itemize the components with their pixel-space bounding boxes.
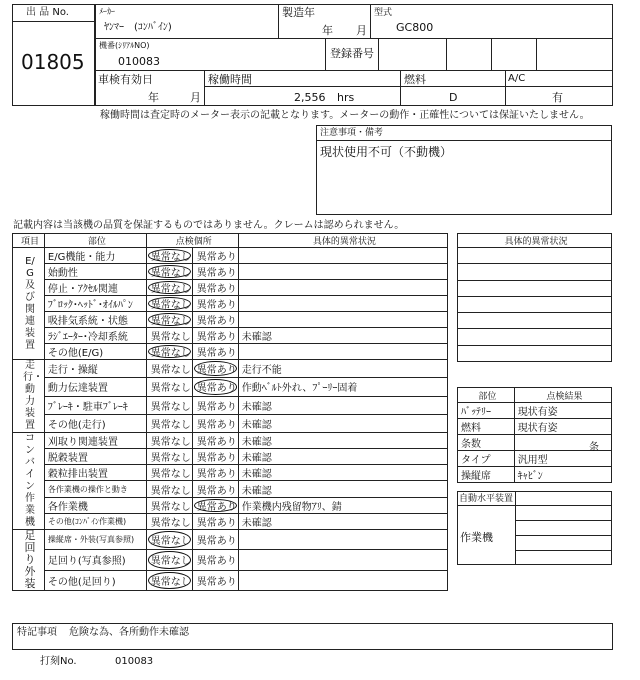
table-row xyxy=(13,513,448,529)
detail-cell: 未確認 xyxy=(238,396,447,414)
stamp-value: 010083 xyxy=(115,656,154,667)
results-unit: 条 xyxy=(589,442,599,453)
month-unit: 月 xyxy=(356,24,367,37)
part-name: ﾌﾞﾚｰｷ・駐車ﾌﾞﾚｰｷ xyxy=(44,396,146,414)
option-none-label: 異常なし xyxy=(150,401,191,413)
remarks-box xyxy=(316,125,612,215)
option-none-label: 異常なし xyxy=(150,332,191,343)
part-name: 脱穀装置 xyxy=(44,449,146,465)
option-found-cell[interactable] xyxy=(192,280,238,296)
model-value: GC800 xyxy=(396,21,434,34)
option-none-cell[interactable] xyxy=(146,378,192,396)
option-none-cell[interactable] xyxy=(146,312,192,328)
option-found-cell[interactable] xyxy=(192,449,238,465)
work-machine-label: 作業機 xyxy=(460,531,493,544)
results-value xyxy=(514,451,611,467)
results-row xyxy=(458,435,612,451)
option-found-cell[interactable] xyxy=(192,344,238,360)
option-found-cell[interactable] xyxy=(192,312,238,328)
option-found-label: 異常あり xyxy=(196,332,237,343)
part-name: ﾌﾞﾛｯｸ･ﾍｯﾄﾞ･ｵｲﾙﾊﾟﾝ xyxy=(44,296,146,312)
header-check: 点検個所 xyxy=(146,234,238,248)
category-label: 足回り外装 xyxy=(24,529,36,590)
registration-label: 登録番号 xyxy=(330,47,374,60)
part-name: その他(足回り) xyxy=(44,570,146,590)
stamp-label: 打刻No. xyxy=(40,656,77,667)
detail-cell: 走行不能 xyxy=(238,360,447,378)
option-found-label: 異常あり xyxy=(196,453,237,465)
part-name: 吸排気系統・状態 xyxy=(44,312,146,328)
option-found-label: 異常あり xyxy=(196,300,237,311)
hours-label: 稼働時間 xyxy=(208,73,252,86)
table-row xyxy=(13,248,448,264)
results-value-text: 現状有姿 xyxy=(517,407,558,418)
table-row xyxy=(13,433,448,449)
results-value-text: 汎用型 xyxy=(517,455,548,466)
option-none-label: 異常なし xyxy=(150,348,191,359)
option-none-label: 異常なし xyxy=(150,252,191,263)
part-name: 足回り(写真参照) xyxy=(44,550,146,570)
option-none-cell[interactable] xyxy=(146,513,192,529)
table-row xyxy=(13,312,448,328)
blank-cell xyxy=(458,296,612,312)
results-part: ﾊﾞｯﾃﾘｰ xyxy=(458,403,515,419)
results-part: 条数 xyxy=(458,435,515,451)
lot-no-label: 出 品 No. xyxy=(26,7,69,18)
option-none-cell[interactable] xyxy=(146,433,192,449)
option-found-cell[interactable] xyxy=(192,570,238,590)
remarks-label: 注意事項・備考 xyxy=(320,128,384,138)
results-part: 操縦席 xyxy=(458,467,515,483)
table-row xyxy=(13,378,448,396)
part-name: 走行・操縦 xyxy=(44,360,146,378)
option-found-cell[interactable] xyxy=(192,396,238,414)
detail-cell: 未確認 xyxy=(238,433,447,449)
part-name: 動力伝達装置 xyxy=(44,378,146,396)
detail-cell xyxy=(238,280,447,296)
serial-value: 010083 xyxy=(118,55,160,68)
blank-row xyxy=(458,296,612,312)
results-value xyxy=(514,419,611,435)
option-none-cell[interactable] xyxy=(146,530,192,550)
table-row xyxy=(13,570,448,590)
part-name: ﾗｼﾞｴｰﾀｰ･冷却系統 xyxy=(44,328,146,344)
right-results-table xyxy=(457,387,612,483)
maker-label: ﾒｰｶｰ xyxy=(99,7,115,16)
option-found-cell[interactable] xyxy=(192,481,238,497)
remarks-value: 現状使用不可（不動機） xyxy=(320,145,453,159)
option-none-label: 異常なし xyxy=(150,485,191,497)
option-none-cell[interactable] xyxy=(146,328,192,344)
option-none-cell[interactable] xyxy=(146,280,192,296)
special-notes-label: 特記事項 xyxy=(17,627,57,638)
option-found-cell[interactable] xyxy=(192,465,238,481)
auto-level-label: 自動水平装置 xyxy=(459,494,514,504)
right-detail-header: 具体的異常状況 xyxy=(458,234,612,248)
category-cell xyxy=(13,360,45,433)
option-none-cell[interactable] xyxy=(146,296,192,312)
option-none-label: 異常なし xyxy=(150,383,191,395)
part-name: その他(ｺﾝﾊﾞｲﾝ作業機) xyxy=(44,513,146,529)
ac-label: A/C xyxy=(508,73,526,84)
table-row xyxy=(13,280,448,296)
category-label: コンバイン作業機 xyxy=(24,433,35,528)
results-header-part: 部位 xyxy=(458,388,515,403)
part-name: 停止・ｱｸｾﾙ関連 xyxy=(44,280,146,296)
selection-circle xyxy=(194,379,237,394)
category-cell xyxy=(13,248,45,360)
results-header-result: 点検結果 xyxy=(514,388,611,403)
blank-row xyxy=(458,264,612,280)
option-none-label: 異常なし xyxy=(150,536,191,548)
blank-row xyxy=(458,248,612,264)
option-none-label: 異常なし xyxy=(150,419,191,431)
option-none-label: 異常なし xyxy=(150,365,191,377)
option-found-label: 異常あり xyxy=(196,348,237,359)
year-unit: 年 xyxy=(322,24,333,37)
option-none-label: 異常なし xyxy=(150,556,191,568)
inspection-year-unit: 年 xyxy=(148,91,159,104)
option-found-label: 異常あり xyxy=(196,419,237,431)
option-none-label: 異常なし xyxy=(150,437,191,449)
fuel-value: D xyxy=(449,91,458,104)
detail-cell: 未確認 xyxy=(238,328,447,344)
detail-cell: 未確認 xyxy=(238,513,447,529)
option-none-cell[interactable] xyxy=(146,414,192,432)
category-label: 走行・動力装置 xyxy=(22,360,43,431)
option-none-cell[interactable] xyxy=(146,396,192,414)
part-name: 各作業機 xyxy=(44,497,146,513)
part-name: その他(走行) xyxy=(44,414,146,432)
option-found-label: 異常あり xyxy=(196,383,237,395)
part-name: E/G機能・能力 xyxy=(44,248,146,264)
table-row xyxy=(13,497,448,513)
option-none-label: 異常なし xyxy=(150,316,191,327)
detail-cell: 未確認 xyxy=(238,449,447,465)
header-part: 部位 xyxy=(44,234,146,248)
option-found-label: 異常あり xyxy=(196,469,237,481)
option-none-cell[interactable] xyxy=(146,570,192,590)
option-found-cell[interactable] xyxy=(192,296,238,312)
option-found-cell[interactable] xyxy=(192,264,238,280)
table-row xyxy=(13,449,448,465)
inspection-month-unit: 月 xyxy=(190,91,201,104)
option-found-label: 異常あり xyxy=(196,268,237,279)
detail-cell xyxy=(238,264,447,280)
option-none-cell[interactable] xyxy=(146,481,192,497)
part-name: その他(E/G) xyxy=(44,344,146,360)
selection-circle xyxy=(148,345,191,358)
detail-cell: 未確認 xyxy=(238,481,447,497)
table-row xyxy=(13,360,448,378)
lot-number: 01805 xyxy=(21,50,85,74)
option-found-label: 異常あり xyxy=(196,252,237,263)
results-value-text: ｷｬﾋﾞﾝ xyxy=(517,471,543,482)
selection-circle xyxy=(148,313,191,326)
option-found-cell[interactable] xyxy=(192,550,238,570)
part-name: 各作業機の操作と動き xyxy=(44,481,146,497)
selection-circle xyxy=(148,249,191,262)
option-none-label: 異常なし xyxy=(150,517,191,529)
blank-cell xyxy=(458,345,612,361)
maker-value: ﾔﾝﾏｰ (ｺﾝﾊﾞｲﾝ) xyxy=(104,22,172,33)
table-row xyxy=(13,414,448,432)
detail-cell xyxy=(238,344,447,360)
results-value xyxy=(514,435,611,451)
results-value xyxy=(514,467,611,483)
table-row xyxy=(13,264,448,280)
option-none-cell[interactable] xyxy=(146,465,192,481)
option-none-label: 異常なし xyxy=(150,284,191,295)
ac-value: 有 xyxy=(552,91,563,104)
inspection-label: 車検有効日 xyxy=(98,73,153,86)
results-row xyxy=(458,451,612,467)
table-row xyxy=(13,530,448,550)
blank-cell xyxy=(458,329,612,345)
selection-circle xyxy=(194,499,237,512)
inspection-table xyxy=(12,233,448,591)
selection-circle xyxy=(148,551,191,568)
detail-cell xyxy=(238,248,447,264)
option-found-cell[interactable] xyxy=(192,248,238,264)
option-none-cell[interactable] xyxy=(146,497,192,513)
category-cell xyxy=(13,433,45,530)
option-found-label: 異常あり xyxy=(196,501,237,513)
table-row xyxy=(13,296,448,312)
option-found-cell[interactable] xyxy=(192,497,238,513)
part-name: 穀粒排出装置 xyxy=(44,465,146,481)
table-row xyxy=(13,328,448,344)
detail-cell xyxy=(238,550,447,570)
option-none-cell[interactable] xyxy=(146,550,192,570)
results-value xyxy=(514,403,611,419)
part-name: 刈取り関連装置 xyxy=(44,433,146,449)
selection-circle xyxy=(148,572,191,589)
disclaimer: 記載内容は当該機の品質を保証するものではありません。クレームは認められません。 xyxy=(13,220,405,231)
table-row xyxy=(13,550,448,570)
option-none-label: 異常なし xyxy=(150,501,191,513)
option-found-cell[interactable] xyxy=(192,414,238,432)
selection-circle xyxy=(194,361,237,376)
results-part: タイプ xyxy=(458,451,515,467)
option-found-cell[interactable] xyxy=(192,513,238,529)
blank-cell xyxy=(458,248,612,264)
fuel-label: 燃料 xyxy=(404,73,426,86)
table-row xyxy=(13,481,448,497)
option-found-cell[interactable] xyxy=(192,530,238,550)
detail-cell: 未確認 xyxy=(238,414,447,432)
right-detail-table xyxy=(457,233,612,362)
option-none-label: 異常なし xyxy=(150,300,191,311)
blank-row xyxy=(458,345,612,361)
option-found-label: 異常あり xyxy=(196,485,237,497)
category-cell xyxy=(13,530,45,591)
option-found-label: 異常あり xyxy=(196,365,237,377)
results-row xyxy=(458,403,612,419)
blank-row xyxy=(458,329,612,345)
hours-note: 稼働時間は査定時のメーター表示の記載となります。メーターの動作・正確性については保証いたしません。 xyxy=(100,110,590,121)
option-none-label: 異常なし xyxy=(150,576,191,588)
hours-unit: hrs xyxy=(337,91,355,104)
detail-cell: 未確認 xyxy=(238,465,447,481)
results-row xyxy=(458,467,612,483)
selection-circle xyxy=(148,297,191,310)
option-found-cell[interactable] xyxy=(192,378,238,396)
option-found-label: 異常あり xyxy=(196,517,237,529)
category-label: E/G及び関連装置 xyxy=(24,255,35,351)
detail-cell xyxy=(238,312,447,328)
header-category: 項目 xyxy=(13,234,45,248)
option-found-label: 異常あり xyxy=(196,316,237,327)
option-none-cell[interactable] xyxy=(146,449,192,465)
option-found-label: 異常あり xyxy=(196,576,237,588)
serial-label: 機番(ｼﾘｱﾙNO) xyxy=(99,41,150,50)
selection-circle xyxy=(148,265,191,278)
part-name: 操縦席・外装(写真参照) xyxy=(44,530,146,550)
model-label: 型式 xyxy=(374,8,393,18)
year-label: 製造年 xyxy=(282,6,315,19)
detail-cell xyxy=(238,296,447,312)
option-none-cell[interactable] xyxy=(146,248,192,264)
option-found-label: 異常あり xyxy=(196,556,237,568)
option-found-label: 異常あり xyxy=(196,536,237,548)
blank-row xyxy=(458,280,612,296)
part-name: 始動性 xyxy=(44,264,146,280)
header-detail: 具体的異常状況 xyxy=(238,234,447,248)
table-row xyxy=(13,396,448,414)
option-none-cell[interactable] xyxy=(146,344,192,360)
detail-cell xyxy=(238,530,447,550)
hours-value: 2,556 xyxy=(294,91,326,104)
option-found-cell[interactable] xyxy=(192,360,238,378)
results-value-text: 現状有姿 xyxy=(517,423,558,434)
table-row xyxy=(13,465,448,481)
results-row xyxy=(458,419,612,435)
blank-row xyxy=(458,313,612,329)
table-row xyxy=(13,344,448,360)
option-none-cell[interactable] xyxy=(146,264,192,280)
results-part: 燃料 xyxy=(458,419,515,435)
blank-cell xyxy=(458,264,612,280)
blank-cell xyxy=(458,280,612,296)
option-found-label: 異常あり xyxy=(196,284,237,295)
blank-cell xyxy=(458,313,612,329)
selection-circle xyxy=(148,281,191,294)
detail-cell: 作業機内残留物ｱﾘ、錆 xyxy=(238,497,447,513)
detail-cell xyxy=(238,570,447,590)
detail-cell: 作動ﾍﾞﾙﾄ外れ、ﾌﾟｰﾘｰ固着 xyxy=(238,378,447,396)
option-none-cell[interactable] xyxy=(146,360,192,378)
option-found-label: 異常あり xyxy=(196,437,237,449)
option-found-cell[interactable] xyxy=(192,328,238,344)
option-none-label: 異常なし xyxy=(150,453,191,465)
option-found-label: 異常あり xyxy=(196,401,237,413)
special-notes-value: 危険な為、各所動作未確認 xyxy=(69,627,189,638)
option-found-cell[interactable] xyxy=(192,433,238,449)
option-none-label: 異常なし xyxy=(150,469,191,481)
option-none-label: 異常なし xyxy=(150,268,191,279)
